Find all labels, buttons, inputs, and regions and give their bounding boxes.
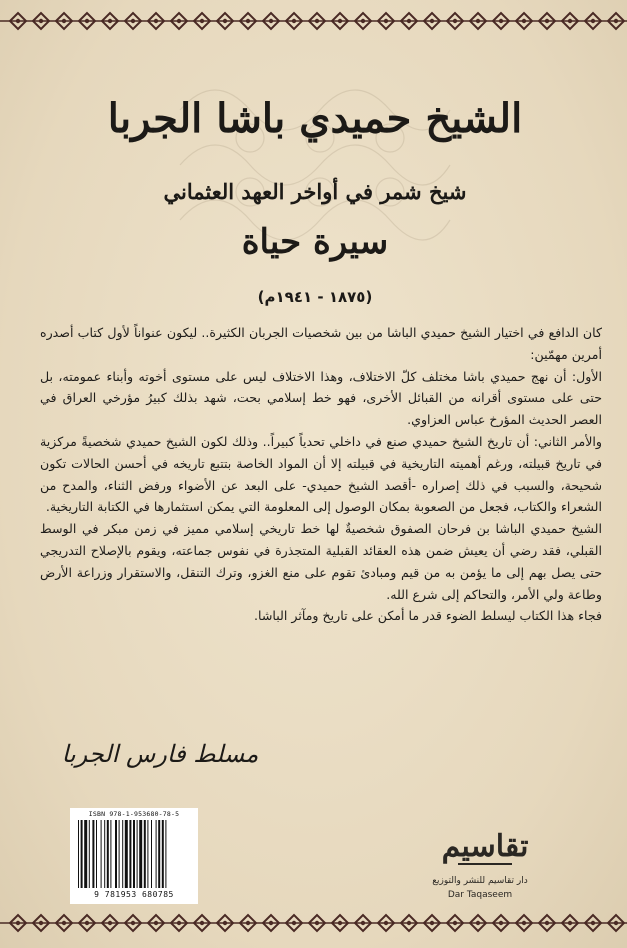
barcode-bar <box>96 820 97 888</box>
border-dot <box>223 921 227 925</box>
border-dot <box>430 921 434 925</box>
border-dot <box>384 921 388 925</box>
border-dot <box>361 921 365 925</box>
barcode-bar <box>158 820 160 888</box>
border-dot <box>522 921 526 925</box>
barcode-bar <box>78 820 79 888</box>
border-dot <box>246 19 250 23</box>
decorative-border-top <box>0 8 627 34</box>
border-dot <box>453 921 457 925</box>
barcode-bar <box>92 820 94 888</box>
border-dot <box>39 921 43 925</box>
border-dot <box>338 921 342 925</box>
book-genre: سيرة حياة <box>241 222 389 262</box>
border-dot <box>614 19 618 23</box>
border-dot <box>39 19 43 23</box>
blurb-paragraph: والأمر الثاني: أن تاريخ الشيخ حميدي صنع في داخلي تحدياً كبيراً.. وذلك لكون الشيخ حميدي شخصيةً مركزية في تاريخ قبيلته، ورغم أهميته التاريخية في قبيلته إلا أن المواد الخاصة بتتبع تاريخه في أحسن الحالات تكون شحيحة، والسبب في ذلك إصراره -أقصد الشيخ حميدي- على البعد عن الأضواء ورفض الثناء، والمدح من الشعراء والكتاب، فجعل من الصعوبة بمكان الوصول إلى المعلومة التي يمكن استثمارها في الكتابة التاريخية. <box>40 433 602 515</box>
border-dot <box>545 921 549 925</box>
border-dot <box>568 19 572 23</box>
isbn-barcode <box>70 808 198 904</box>
barcode-bar <box>115 820 117 888</box>
border-dot <box>62 921 66 925</box>
barcode-bar <box>101 820 102 888</box>
border-dot <box>476 921 480 925</box>
border-dot <box>292 19 296 23</box>
border-dot <box>200 19 204 23</box>
blurb-text <box>40 322 602 627</box>
decorative-border-bottom <box>0 910 627 936</box>
border-dot <box>269 921 273 925</box>
border-dot <box>591 921 595 925</box>
barcode-bar <box>133 820 135 888</box>
barcode-bar <box>107 820 109 888</box>
svg-text:تقاسيم: تقاسيم <box>441 829 529 864</box>
publisher-name-en: Dar Taqaseem <box>447 890 513 900</box>
border-dot <box>108 921 112 925</box>
border-dot <box>200 921 204 925</box>
isbn-label: ISBN 978-1-953680-78-5 <box>88 810 180 818</box>
blurb-paragraph: فجاء هذا الكتاب ليسلط الضوء قدر ما أمكن على تاريخ ومآثر الباشا. <box>254 608 602 624</box>
publisher-logo-mark <box>441 812 529 874</box>
barcode-bar <box>129 820 131 888</box>
border-dot <box>407 19 411 23</box>
barcode-bar <box>119 820 120 888</box>
border-dot <box>453 19 457 23</box>
border-dot <box>499 19 503 23</box>
border-dot <box>338 19 342 23</box>
border-dot <box>315 921 319 925</box>
barcode-bar <box>139 820 142 888</box>
barcode-bar <box>156 820 157 888</box>
border-dot <box>177 921 181 925</box>
border-dot <box>269 19 273 23</box>
border-dot <box>361 19 365 23</box>
barcode-bar <box>125 820 128 888</box>
blurb-paragraph: الأول: أن نهج حميدي باشا مختلف كلّ الاختلاف، وهذا الاختلاف ليس على مستوى أخوته وأبناء عمومته، بل حتى على مستوى أقرانه من القبائل الأخرى، فهو خط إسلامي بحت، شهد بذلك كبيرُ مؤرخي العراق في العصر الحديث المؤرخ عباس العزاوي. <box>40 368 602 428</box>
barcode-bars <box>76 820 192 888</box>
book-title: الشيخ حميدي باشا الجربا <box>107 95 523 142</box>
border-dot <box>568 921 572 925</box>
barcode-bar <box>165 820 166 888</box>
barcode-bar <box>122 820 123 888</box>
border-dot <box>154 19 158 23</box>
border-dot <box>177 19 181 23</box>
border-dot <box>384 19 388 23</box>
blurb-paragraph: الشيخ حميدي الباشا بن فرحان الصفوق شخصيةٌ لها خط تاريخي إسلامي مميز في زمن مبكر في الوسط القبلي، فقد رضي أن يعيش ضمن هذه العقائد القبلية المتجذرة في نفوس جماعته، ويقوم بالإصلاح التدريجي حتى يصل بهم إلى ما يؤمن به من قيم ومبادئ تقوم على منع الغزو، وترك التنقل، والاستقرار وزراعة الأرض وطاعة ولي الأمر، والتحاكم إلى شرع الله. <box>40 521 602 602</box>
border-dot <box>223 19 227 23</box>
barcode-bar <box>89 820 90 888</box>
border-dot <box>62 19 66 23</box>
publisher-name-ar: دار تقاسيم للنشر والتوزيع <box>432 876 528 886</box>
blurb-paragraph: كان الدافع في اختيار الشيخ حميدي الباشا من بين شخصيات الجربان الكثيرة.. ليكون عنواناً لأول كتاب أصدره أمرين مهمّين: <box>40 325 602 362</box>
border-dot <box>407 921 411 925</box>
border-dot <box>16 19 20 23</box>
border-dot <box>499 921 503 925</box>
barcode-bar <box>162 820 164 888</box>
life-dates: (١٨٧٥ - ١٩٤١م) <box>257 288 373 306</box>
author-signature: مسلط فارس الجربا <box>61 740 259 768</box>
border-dot <box>545 19 549 23</box>
barcode-bar <box>84 820 87 888</box>
border-dot <box>315 19 319 23</box>
border-dot <box>16 921 20 925</box>
barcode-bar <box>104 820 105 888</box>
barcode-bar <box>81 820 83 888</box>
border-dot <box>85 921 89 925</box>
border-dot <box>154 921 158 925</box>
barcode-bar <box>151 820 152 888</box>
barcode-bar <box>110 820 111 888</box>
border-dot <box>131 921 135 925</box>
barcode-bar <box>147 820 148 888</box>
barcode-bar <box>137 820 138 888</box>
border-dot <box>246 921 250 925</box>
barcode-bar <box>144 820 146 888</box>
border-dot <box>430 19 434 23</box>
isbn-digits: 9 781953 680785 <box>94 890 174 899</box>
border-dot <box>108 19 112 23</box>
border-dot <box>591 19 595 23</box>
border-dot <box>614 921 618 925</box>
border-dot <box>131 19 135 23</box>
border-dot <box>522 19 526 23</box>
border-dot <box>85 19 89 23</box>
publisher-logo <box>420 812 540 907</box>
border-dot <box>292 921 296 925</box>
book-subtitle: شيخ شمر في أواخر العهد العثماني <box>163 179 467 204</box>
border-dot <box>476 19 480 23</box>
